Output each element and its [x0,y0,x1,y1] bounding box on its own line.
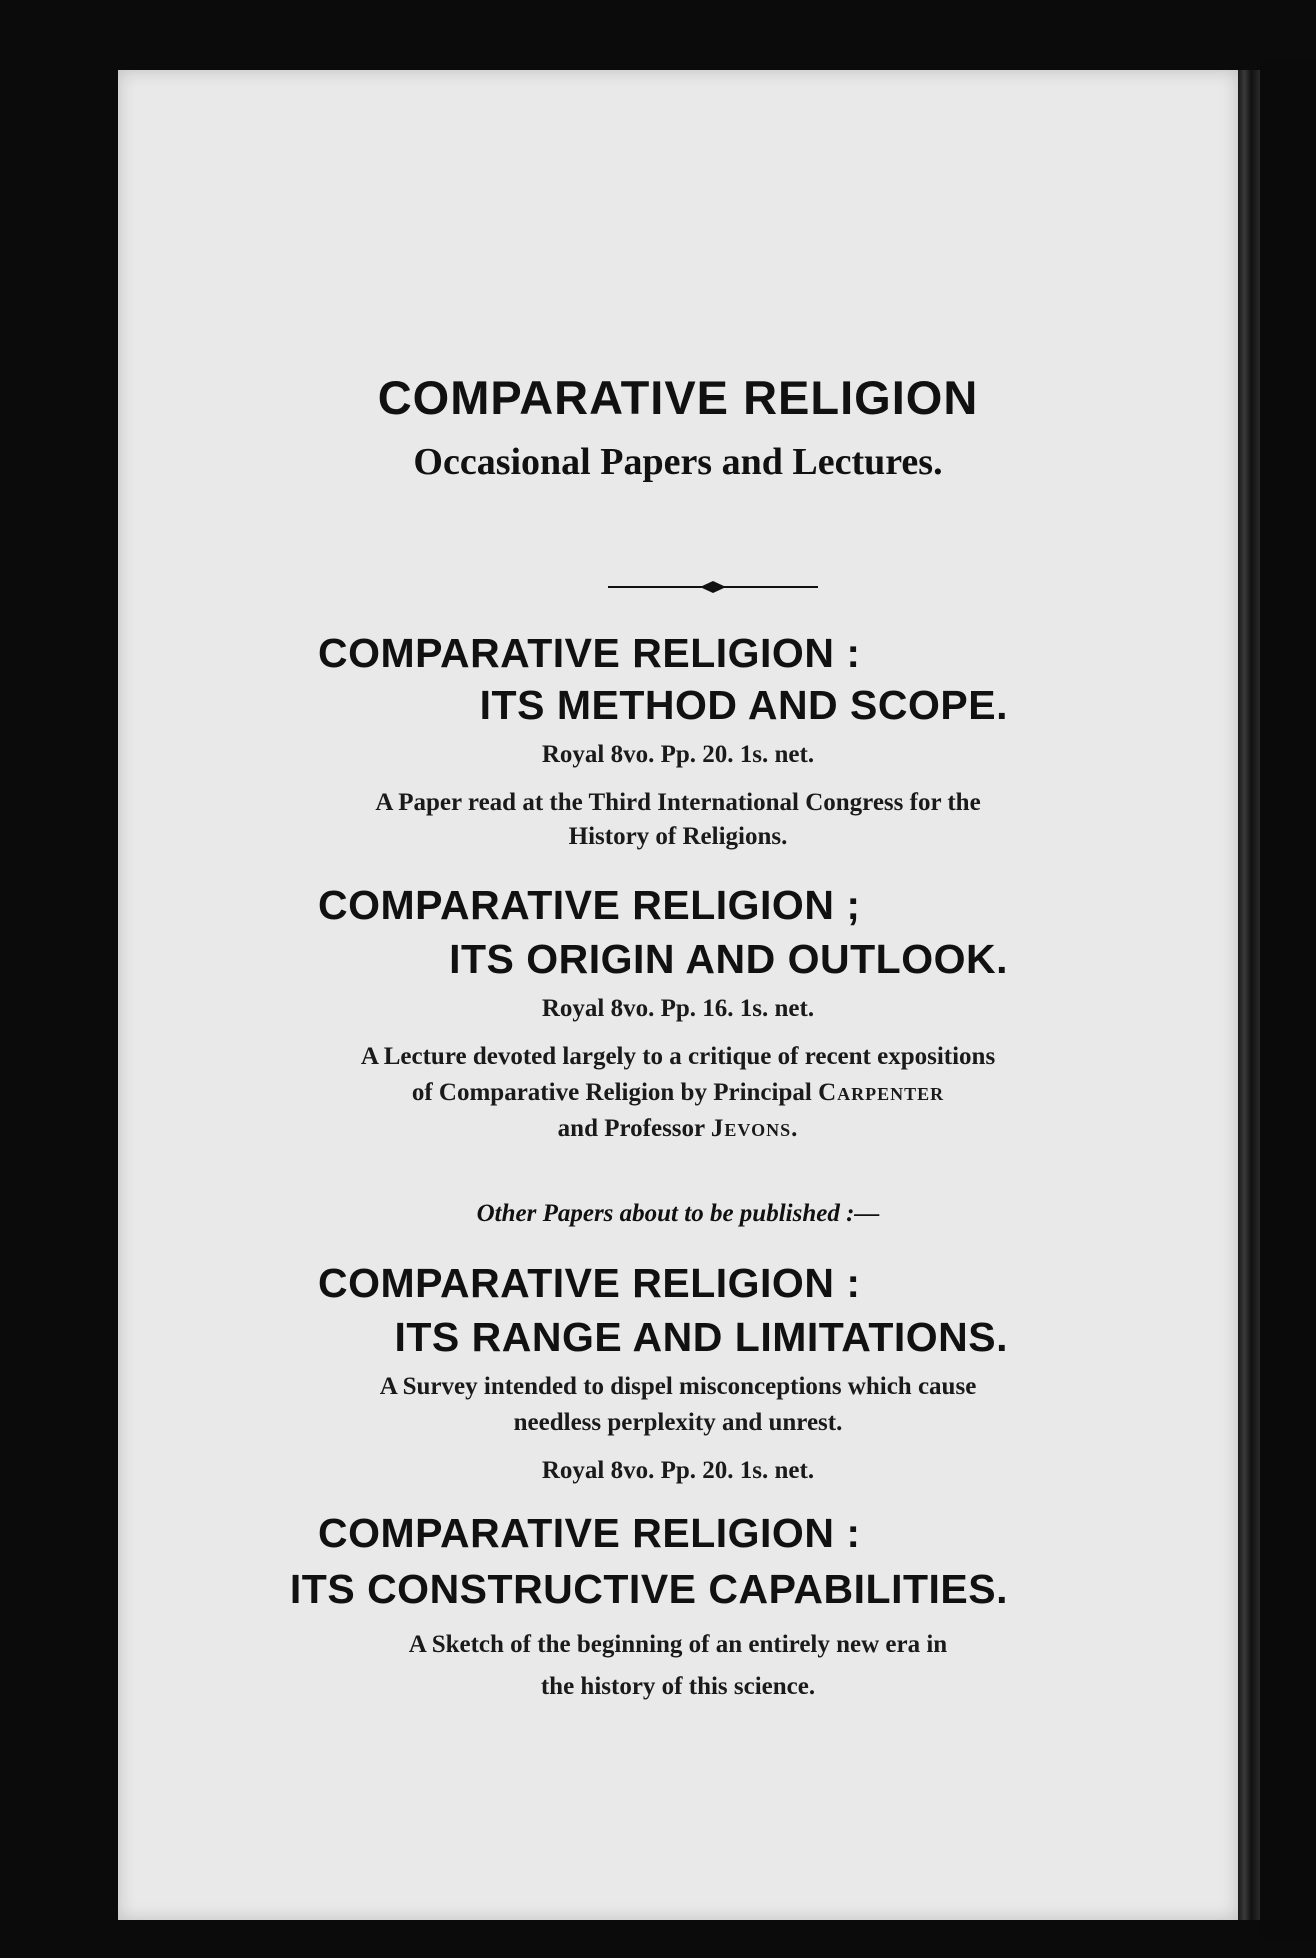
entry-2-description-line2 [118,1076,1238,1110]
entry-3-heading-line1: COMPARATIVE RELIGION : [318,1260,861,1306]
entry-4-description-line2: the history of this science. [540,1673,816,1700]
forthcoming-label: Other Papers about to be published :— [476,1200,880,1227]
entry-1-description-line1: A Paper read at the Third International Congress for the [375,789,981,816]
entry-4-description-line1: A Sketch of the beginning of an entirely new era in [408,1631,948,1658]
entry-1-details: Royal 8vo. Pp. 20. 1s. net. [541,741,815,768]
entry-2-description-line3 [118,1112,1238,1146]
entry-1-heading-line2: ITS METHOD AND SCOPE. [479,682,1008,728]
entry-3-description-line2: needless perplexity and unrest. [513,1409,843,1436]
entry-1-description-line2: History of Religions. [568,823,788,850]
entry-3-details: Royal 8vo. Pp. 20. 1s. net. [541,1457,815,1484]
author-name-carpenter: Carpenter [818,1079,945,1106]
entry-4-heading-line1: COMPARATIVE RELIGION : [318,1510,861,1556]
entry-3-description-line1: A Survey intended to dispel misconceptions which cause [379,1373,977,1400]
ornamental-divider [608,580,818,594]
entry-2-description-text-2: and Professor [557,1115,705,1142]
entry-4-heading-line2: ITS CONSTRUCTIVE CAPABILITIES. [289,1566,1008,1612]
book-page [118,70,1238,1920]
scan-background [1260,60,1316,1940]
entry-2-heading-line2: ITS ORIGIN AND OUTLOOK. [449,936,1008,982]
entry-2-details: Royal 8vo. Pp. 16. 1s. net. [541,995,815,1022]
book-binding-edge [1238,70,1260,1920]
author-name-jevons: Jevons. [710,1115,799,1142]
page-title: COMPARATIVE RELIGION [377,371,979,424]
entry-2-description-text: of Comparative Religion by Principal [411,1079,812,1106]
page-subtitle: Occasional Papers and Lectures. [413,441,943,483]
entry-2-description-line1: A Lecture devoted largely to a critique of recent expositions [360,1043,996,1070]
entry-3-heading-line2: ITS RANGE AND LIMITATIONS. [394,1314,1008,1360]
entry-1-heading-line1: COMPARATIVE RELIGION : [318,630,861,676]
entry-2-heading-line1: COMPARATIVE RELIGION ; [318,882,861,928]
